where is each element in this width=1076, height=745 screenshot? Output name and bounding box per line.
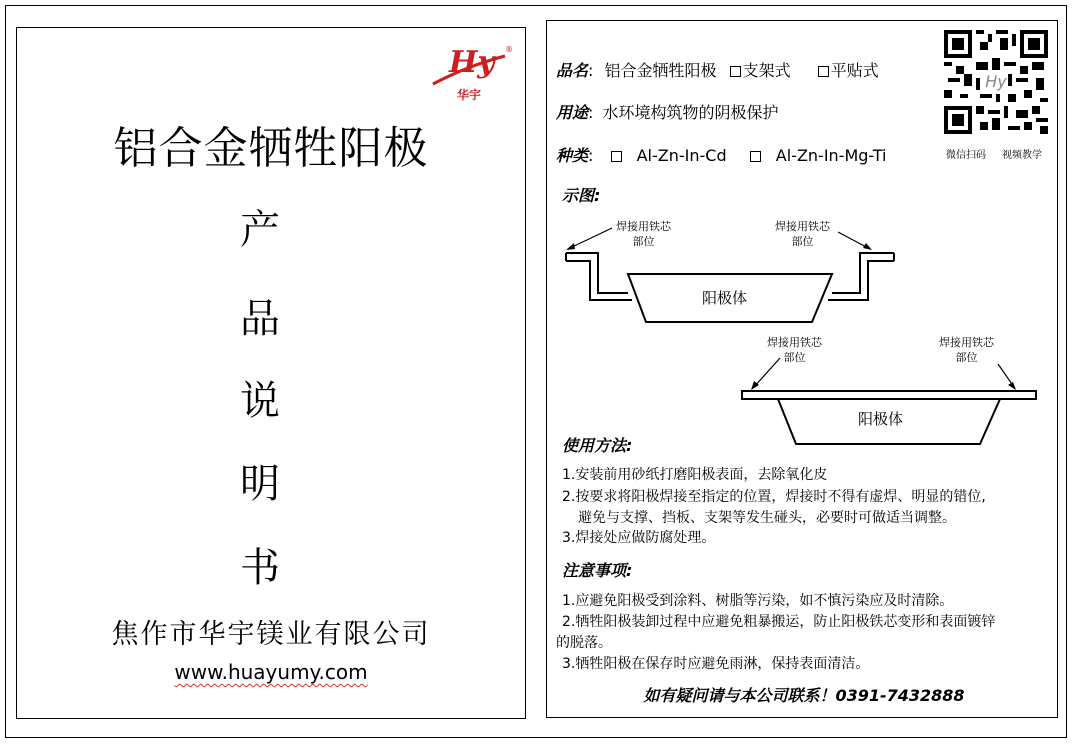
option-flat-label: 平贴式 [830,61,879,80]
cover-subtitle-char: 明 [240,461,280,507]
weld-label-2: 焊接用铁芯 部位 [775,220,830,248]
diagram-section-title: 示图: [562,186,601,205]
product-name-row: 品名: 铝合金牺牲阳极 支架式 平贴式 [556,61,879,80]
anode-body-label-1: 阳极体 [702,289,748,307]
product-name-label: 品名 [556,61,589,80]
type-label: 种类 [556,146,589,165]
type-option-1-label: Al-Zn-In-Cd [636,146,727,165]
usage-item: 3.焊接处应做防腐处理。 [562,530,716,546]
svg-text:Hy: Hy [985,71,1007,91]
weld-label-1: 焊接用铁芯 部位 [616,220,671,248]
svg-text:®: ® [505,45,513,54]
type-row: 种类: Al-Zn-In-Cd Al-Zn-In-Mg-Ti [556,146,887,165]
notes-title: 注意事项: [562,561,633,580]
product-name-value: 铝合金牺牲阳极 [604,61,717,80]
type-option-2-label: Al-Zn-In-Mg-Ti [775,146,887,165]
qr-caption-scan: 微信扫码 [946,150,986,161]
website-link[interactable]: www.huayumy.com [174,660,368,684]
usage-item: 2.按要求将阳极焊接至指定的位置，焊接时不得有虚焊、明显的错位, [562,489,986,505]
svg-text:Hy: Hy [449,45,495,80]
usage-item: 1.安装前用砂纸打磨阳极表面，去除氧化皮 [562,467,828,483]
checkbox-type-1[interactable] [611,151,622,162]
use-row: 用途: 水环境构筑物的阴极保护 [556,103,779,122]
cover-subtitle-char: 书 [240,545,280,591]
use-label: 用途 [556,103,589,122]
checkbox-flat[interactable] [818,66,829,77]
use-value: 水环境构筑物的阴极保护 [602,103,779,122]
checkbox-bracket[interactable] [730,66,741,77]
usage-item: 避免与支撑、挡板、支架等发生碰头，必要时可做适当调整。 [578,510,956,526]
cover-title: 铝合金牺牲阳极 [113,123,429,174]
qr-caption-video: 视频教学 [1002,150,1042,161]
notes-item: 3.牺牲阳极在保存时应避免雨淋，保持表面清洁。 [562,656,870,672]
weld-label-3: 焊接用铁芯 部位 [767,336,822,364]
brand-logo-text: 华宇 [456,88,481,102]
usage-title: 使用方法: [562,436,633,455]
option-bracket-label: 支架式 [742,61,791,80]
notes-item: 1.应避免阳极受到涂料、树脂等污染，如不慎污染应及时清除。 [562,593,954,609]
weld-label-4: 焊接用铁芯 部位 [939,336,994,364]
company-name: 焦作市华宇镁业有限公司 [111,619,431,650]
checkbox-type-2[interactable] [750,151,761,162]
notes-item: 的脱落。 [556,635,612,651]
cover-subtitle-char: 产 [240,207,280,253]
notes-item: 2.牺牲阳极装卸过程中应避免粗暴搬运，防止阳极铁芯变形和表面镀锌 [562,614,996,630]
cover-subtitle-char: 品 [240,296,280,342]
anode-body-label-2: 阳极体 [858,410,904,428]
cover-subtitle-char: 说 [240,378,280,424]
qr-code[interactable] [944,30,1048,134]
contact-line: 如有疑问请与本公司联系！0391-7432888 [643,686,965,705]
